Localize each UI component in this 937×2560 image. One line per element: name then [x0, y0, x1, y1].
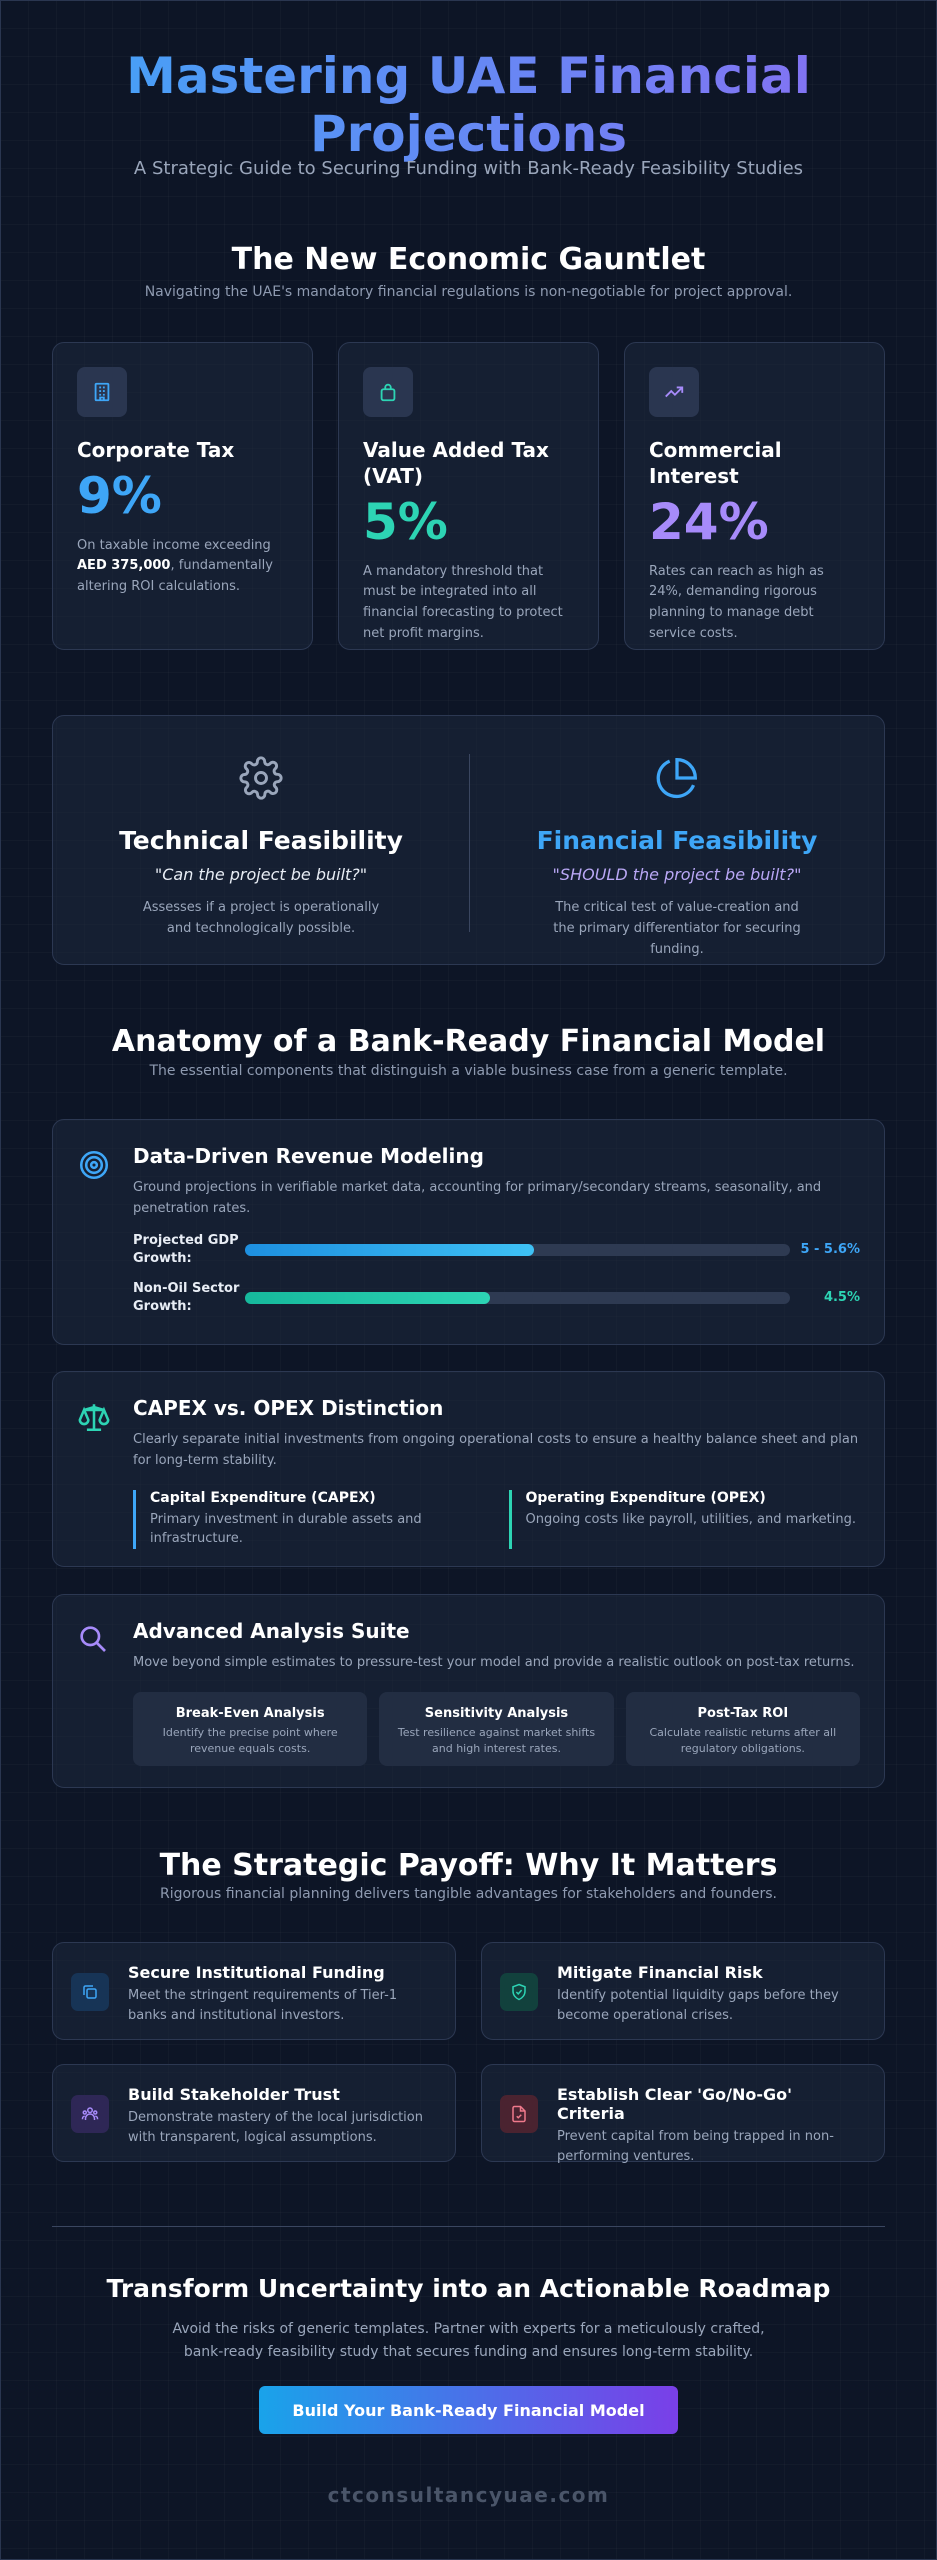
cta-description: Avoid the risks of generic templates. Partner with experts for a meticulously crafted, bank-ready feasibility study that secures funding and ensures long-term stability.	[172, 2321, 765, 2361]
advanced-analysis-title: Advanced Analysis Suite	[133, 1619, 410, 1643]
tax-description: Rates can reach as high as 24%, demanding rigorous planning to manage debt service costs.	[649, 563, 824, 641]
benefit-title: Build Stakeholder Trust	[128, 2085, 340, 2104]
capex-opex-items	[133, 1490, 860, 1549]
users-icon	[71, 2095, 109, 2133]
opex-description: Ongoing costs like payroll, utilities, and marketing.	[525, 1511, 856, 1527]
anatomy-title: Anatomy of a Bank-Ready Financial Model	[111, 1024, 826, 1059]
tax-name: Value Added Tax (VAT)	[363, 438, 549, 488]
analysis-items	[133, 1692, 860, 1766]
feasibility-comparison-card	[52, 715, 885, 965]
technical-feasibility	[53, 756, 469, 940]
bar-value: 4.5%	[823, 1290, 860, 1306]
copy-icon	[71, 1973, 109, 2011]
trending-up-icon	[649, 367, 699, 417]
benefit-description: Meet the stringent requirements of Tier-1 banks and institutional investors.	[128, 1988, 398, 2024]
hero-title: Mastering UAE Financial Projections	[0, 48, 937, 163]
benefit-card-funding	[52, 1942, 456, 2040]
capex-opex-title: CAPEX vs. OPEX Distinction	[133, 1396, 444, 1420]
bar-value: 5 - 5.6%	[800, 1241, 860, 1257]
capex-title: Capital Expenditure (CAPEX)	[150, 1489, 376, 1506]
commercial-interest-card	[624, 342, 885, 650]
revenue-modeling-description: Ground projections in verifiable market data, accounting for primary/secondary streams, seasonality, and penetration rates.	[133, 1180, 822, 1216]
post-tax-roi-item	[626, 1692, 860, 1766]
advanced-analysis-description: Move beyond simple estimates to pressure-test your model and provide a realistic outlook on post-tax returns.	[133, 1655, 855, 1670]
benefit-description: Demonstrate mastery of the local jurisdiction with transparent, logical assumptions.	[128, 2110, 423, 2146]
benefit-description: Identify potential liquidity gaps before they become operational crises.	[557, 1988, 839, 2024]
payoff-subtitle: Rigorous financial planning delivers tangible advantages for stakeholders and founders.	[160, 1886, 777, 1902]
cta-title: Transform Uncertainty into an Actionable Roadmap	[106, 2274, 831, 2303]
anatomy-subtitle: The essential components that distinguish a viable business case from a generic template.	[149, 1063, 788, 1079]
technical-feasibility-title: Technical Feasibility	[119, 826, 403, 855]
benefit-title: Mitigate Financial Risk	[557, 1963, 763, 1982]
tax-value: 5%	[363, 493, 448, 551]
technical-feasibility-question: "Can the project be built?"	[154, 865, 368, 884]
opex-title: Operating Expenditure (OPEX)	[525, 1489, 766, 1506]
capex-description: Primary investment in durable assets and infrastructure.	[150, 1511, 422, 1547]
financial-feasibility-title: Financial Feasibility	[536, 826, 818, 855]
build-model-button[interactable]: Build Your Bank-Ready Financial Model	[259, 2386, 678, 2434]
benefit-title: Establish Clear 'Go/No-Go' Criteria	[557, 2085, 793, 2123]
shopping-bag-icon	[363, 367, 413, 417]
building-icon	[77, 367, 127, 417]
progress-fill	[245, 1292, 490, 1304]
financial-feasibility	[469, 756, 885, 960]
document-icon	[500, 2095, 538, 2133]
benefit-description: Prevent capital from being trapped in non-performing ventures.	[557, 2129, 834, 2165]
benefit-card-criteria	[481, 2064, 885, 2165]
payoff-title: The Strategic Payoff: Why It Matters	[159, 1848, 778, 1883]
analysis-description: Identify the precise point where revenue equals costs.	[162, 1725, 338, 1756]
bar-label: Projected GDP Growth:	[133, 1232, 239, 1266]
progress-track	[245, 1292, 790, 1304]
benefit-title: Secure Institutional Funding	[128, 1963, 385, 1982]
analysis-title: Sensitivity Analysis	[424, 1705, 569, 1721]
sensitivity-item	[379, 1692, 613, 1766]
section-divider	[52, 2226, 885, 2227]
revenue-modeling-card	[52, 1119, 885, 1345]
target-icon	[77, 1148, 111, 1182]
financial-feasibility-question: "SHOULD the project be built?"	[552, 865, 802, 884]
capex-opex-description: Clearly separate initial investments from ongoing operational costs to ensure a healthy balance sheet and plan for long-term stability.	[133, 1432, 859, 1468]
capex-opex-card	[52, 1371, 885, 1567]
gauntlet-title: The New Economic Gauntlet	[231, 242, 706, 277]
opex-item	[509, 1490, 861, 1549]
break-even-item	[133, 1692, 367, 1766]
search-icon	[77, 1623, 109, 1655]
analysis-title: Post-Tax ROI	[697, 1705, 789, 1721]
progress-track	[245, 1244, 790, 1256]
non-oil-growth-row	[133, 1280, 860, 1316]
corporate-tax-card	[52, 342, 313, 650]
revenue-modeling-title: Data-Driven Revenue Modeling	[133, 1144, 484, 1168]
benefit-card-trust	[52, 2064, 456, 2162]
tax-name: Corporate Tax	[77, 438, 235, 462]
advanced-analysis-card	[52, 1594, 885, 1788]
analysis-description: Test resilience against market shifts and high interest rates.	[397, 1725, 596, 1756]
tax-value: 9%	[77, 467, 162, 525]
progress-fill	[245, 1244, 534, 1256]
bar-label: Non-Oil Sector Growth:	[133, 1280, 240, 1315]
technical-feasibility-description: Assesses if a project is operationally and technologically possible.	[142, 900, 380, 936]
analysis-title: Break-Even Analysis	[175, 1705, 325, 1721]
footer-domain: ctconsultancyuae.com	[327, 2483, 610, 2507]
tax-description: A mandatory threshold that must be integrated into all financial forecasting to protect net profit margins.	[363, 563, 563, 641]
tax-name: Commercial Interest	[649, 438, 782, 488]
capex-item	[133, 1490, 485, 1549]
pie-chart-icon	[655, 756, 699, 800]
gear-icon	[239, 756, 283, 800]
financial-feasibility-description: The critical test of value-creation and the primary differentiator for securing funding.	[553, 900, 801, 957]
tax-description: On taxable income exceeding AED 375,000, fundamentally altering ROI calculations.	[77, 537, 273, 595]
benefit-card-risk	[481, 1942, 885, 2040]
vat-card	[338, 342, 599, 650]
gdp-growth-row	[133, 1232, 860, 1268]
scale-icon	[77, 1400, 111, 1434]
gauntlet-subtitle: Navigating the UAE's mandatory financial regulations is non-negotiable for project approval.	[144, 284, 793, 300]
shield-check-icon	[500, 1973, 538, 2011]
tax-value: 24%	[649, 493, 769, 551]
hero-subtitle: A Strategic Guide to Securing Funding with Bank-Ready Feasibility Studies	[133, 158, 804, 179]
analysis-description: Calculate realistic returns after all regulatory obligations.	[649, 1725, 837, 1756]
